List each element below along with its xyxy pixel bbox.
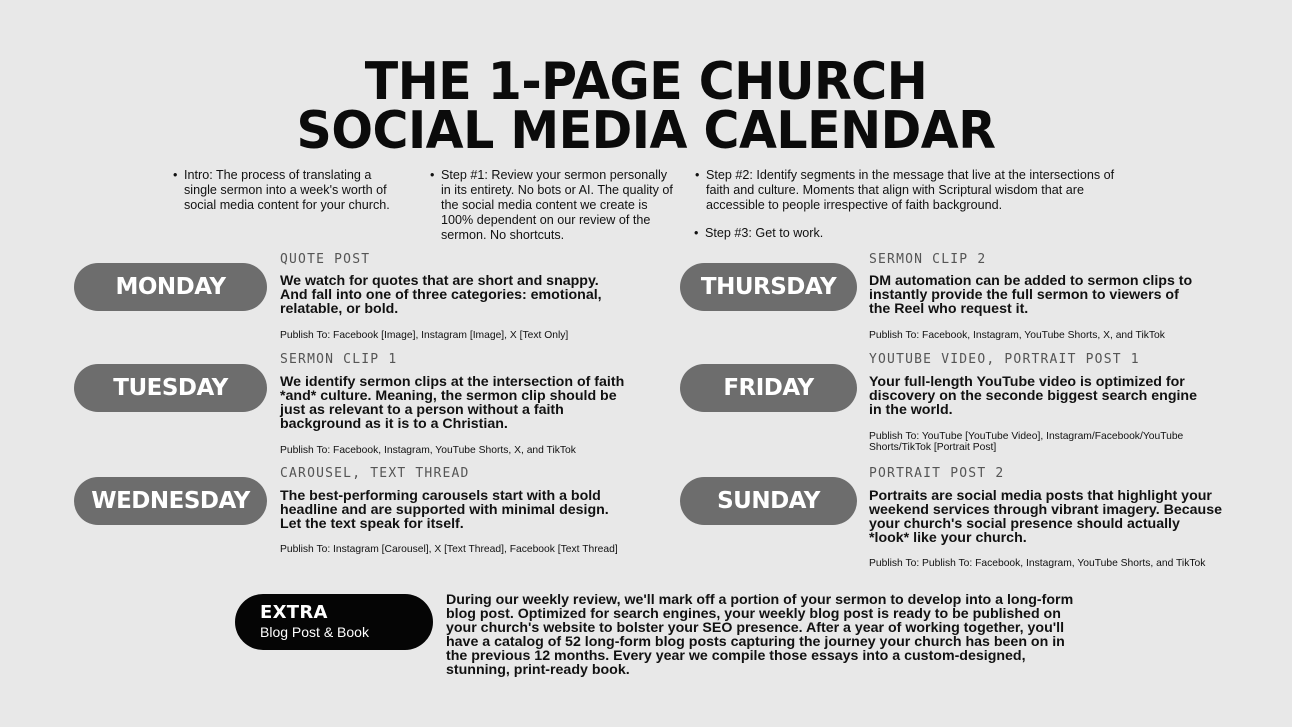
day-pill-sunday: SUNDAY: [680, 477, 857, 525]
day-description: The best-performing carousels start with a bold headline and are supported with minimal design. Let the text speak for itself.: [280, 488, 609, 532]
day-description: We watch for quotes that are short and snappy. And fall into one of three categories: emotional, relatable, or bold.: [280, 273, 602, 317]
step-1-bullet: [430, 168, 673, 243]
bullet-text: Intro: The process of translating a single sermon into a week's worth of social media content for your church.: [184, 168, 390, 212]
post-type-label: CAROUSEL, TEXT THREAD: [280, 466, 470, 481]
publish-to-text: Publish To: Publish To: Facebook, Instagram, YouTube Shorts, and TikTok: [869, 558, 1206, 569]
day-description: We identify sermon clips at the intersection of faith *and* culture. Meaning, the sermon clip should be just as relevant to a person without a faith background as it is to a Christian.: [280, 374, 625, 432]
bullet-text: Step #3: Get to work.: [705, 226, 824, 240]
publish-to-text: Publish To: Facebook, Instagram, YouTube Shorts, X, and TikTok: [280, 445, 576, 456]
post-type-label: QUOTE POST: [280, 252, 371, 267]
post-type-label: SERMON CLIP 2: [869, 252, 987, 267]
bullet-dot-icon: •: [430, 168, 435, 182]
page-title-line-1: THE 1-PAGE CHURCH: [364, 51, 928, 112]
day-pill-tuesday: TUESDAY: [74, 364, 267, 412]
extra-pill: [235, 594, 433, 650]
page-title-line-2: SOCIAL MEDIA CALENDAR: [296, 100, 996, 161]
extra-description: During our weekly review, we'll mark off a portion of your sermon to develop into a long-form blog post. Optimized for search engines, your weekly blog post is ready to be published on your church's website to bolster your SEO presence. After a year of working together, you'll have a catalog of 52 long-form blog posts capturing the journey your church has been on in the previous 12 months. Every year we compile those essays into a custom-designed, stunning, print-ready book.: [446, 592, 1074, 679]
post-type-label: PORTRAIT POST 2: [869, 466, 1005, 481]
intro-bullet: [173, 168, 406, 213]
bullet-text: Step #2: Identify segments in the message that live at the intersections of faith and culture. Moments that align with Scriptural wisdom that are accessible to people irrespective of faith background.: [706, 168, 1115, 212]
step-3-bullet: [694, 226, 1005, 241]
bullet-text: Step #1: Review your sermon personally in its entirety. No bots or AI. The quality of the social media content we create is 100% dependent on our review of the sermon. No shortcuts.: [441, 168, 673, 242]
publish-to-text: Publish To: YouTube [YouTube Video], Instagram/Facebook/YouTube Shorts/TikTok [Portrait Post]: [869, 431, 1184, 453]
day-pill-thursday: THURSDAY: [680, 263, 857, 311]
post-type-label: SERMON CLIP 1: [280, 352, 398, 367]
day-description: Your full-length YouTube video is optimized for discovery on the seconde biggest search engine in the world.: [869, 374, 1197, 418]
publish-to-text: Publish To: Facebook, Instagram, YouTube Shorts, X, and TikTok: [869, 330, 1165, 341]
extra-title: EXTRA: [260, 602, 328, 623]
day-pill-monday: MONDAY: [74, 263, 267, 311]
step-2-bullet: [695, 168, 1136, 213]
day-description: DM automation can be added to sermon clips to instantly provide the full sermon to viewers of the Reel who request it.: [869, 273, 1193, 317]
extra-subtitle: Blog Post & Book: [260, 624, 369, 640]
day-pill-friday: FRIDAY: [680, 364, 857, 412]
bullet-dot-icon: •: [695, 168, 700, 182]
post-type-label: YOUTUBE VIDEO, PORTRAIT POST 1: [869, 352, 1140, 367]
day-pill-wednesday: WEDNESDAY: [74, 477, 267, 525]
publish-to-text: Publish To: Facebook [Image], Instagram [Image], X [Text Only]: [280, 330, 569, 341]
publish-to-text: Publish To: Instagram [Carousel], X [Text Thread], Facebook [Text Thread]: [280, 544, 618, 555]
bullet-dot-icon: •: [173, 168, 178, 182]
day-description: Portraits are social media posts that highlight your weekend services through vibrant imagery. Because your church's social presence should actually *look* like your church.: [869, 488, 1222, 546]
bullet-dot-icon: •: [694, 226, 699, 240]
